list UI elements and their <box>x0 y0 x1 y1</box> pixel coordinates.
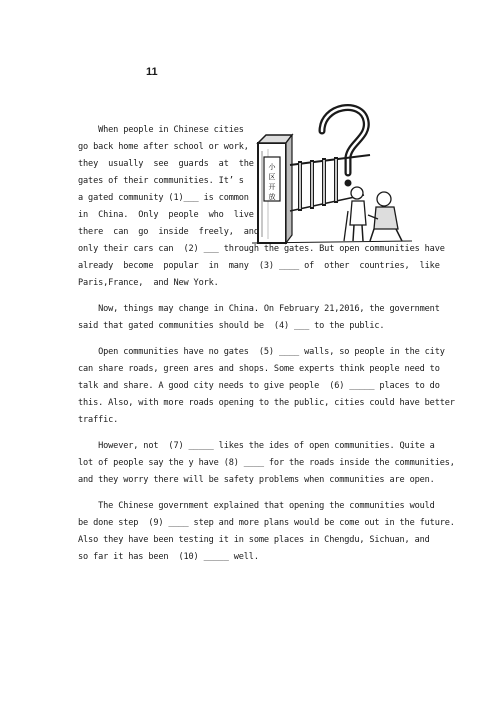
text-line: talk and share. A good city needs to give people (6) _____ places to do <box>78 381 440 391</box>
text-line: lot of people say the y have (8) ____ for the roads inside the communities, <box>78 458 455 468</box>
text-line: only their cars can (2) ___ through the gates. But open communities have <box>78 244 445 254</box>
text-line: go back home after school or work, <box>78 142 249 152</box>
text-line: The Chinese government explained that opening the communities would <box>78 501 435 511</box>
text-line: they usually see guards at the <box>78 159 254 169</box>
text-line: this. Also, with more roads opening to the public, cities could have better <box>78 398 455 408</box>
text-line: When people in Chinese cities <box>78 125 244 135</box>
text-line: However, not (7) _____ likes the ides of open communities. Quite a <box>78 441 435 451</box>
text-line: so far it has been (10) _____ well. <box>78 552 259 562</box>
text-line: said that gated communities should be (4) ___ to the public. <box>78 321 385 331</box>
text-line: in China. Only people who live <box>78 210 254 220</box>
text-line: and they worry there will be safety problems when communities are open. <box>78 475 435 485</box>
text-line: already become popular in many (3) ____ of other countries, like <box>78 261 440 271</box>
page-number: 11 <box>146 66 158 78</box>
text-line: Also they have been testing it in some places in Chengdu, Sichuan, and <box>78 535 430 545</box>
text-line: gates of their communities. It’ s <box>78 176 244 186</box>
sign-char-4: 放 <box>268 193 276 201</box>
text-line: traffic. <box>78 415 119 425</box>
sign-char-1: 小 <box>268 163 276 171</box>
text-line: Paris,France, and New York. <box>78 278 219 288</box>
text-line: Now, things may change in China. On February 21,2016, the government <box>78 304 440 314</box>
sign-char-2: 区 <box>268 173 276 181</box>
text-line: be done step (9) ____ step and more plans would be come out in the future. <box>78 518 455 528</box>
text-line: a gated community (1)___ is common <box>78 193 249 203</box>
text-line: there can go inside freely, and <box>78 227 259 237</box>
cartoon-illustration <box>252 91 412 251</box>
text-line: Open communities have no gates (5) ____ walls, so people in the city <box>78 347 445 357</box>
sign-char-3: 开 <box>268 183 276 191</box>
text-line: can share roads, green ares and shops. Some experts think people need to <box>78 364 440 374</box>
